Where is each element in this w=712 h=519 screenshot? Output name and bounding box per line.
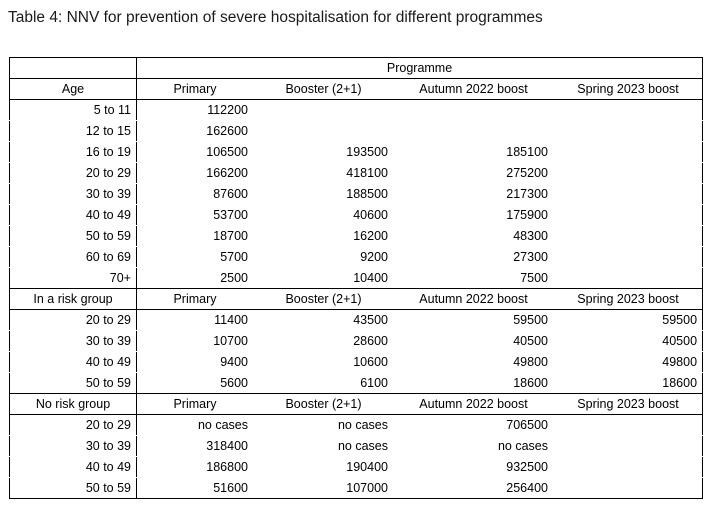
row-label: 20 to 29 — [10, 310, 137, 331]
data-cell: 18600 — [394, 373, 554, 394]
table-row — [10, 121, 703, 142]
column-header: Spring 2023 boost — [554, 394, 703, 415]
data-cell: 18600 — [554, 373, 703, 394]
data-cell: 27300 — [394, 247, 554, 268]
data-cell — [554, 121, 703, 142]
table-row — [10, 58, 703, 79]
table-row — [10, 247, 703, 268]
table-row — [10, 457, 703, 478]
table-row — [10, 478, 703, 499]
data-cell: 40600 — [254, 205, 394, 226]
column-header: Primary — [137, 79, 254, 100]
data-cell: 40500 — [554, 331, 703, 352]
row-label: 40 to 49 — [10, 205, 137, 226]
data-cell — [554, 142, 703, 163]
row-label: 20 to 29 — [10, 163, 137, 184]
data-cell: 40500 — [394, 331, 554, 352]
table-row — [10, 373, 703, 394]
data-cell: 9200 — [254, 247, 394, 268]
row-label: 40 to 49 — [10, 352, 137, 373]
data-cell — [254, 121, 394, 142]
data-cell — [554, 415, 703, 436]
data-cell: 49800 — [554, 352, 703, 373]
data-cell — [554, 205, 703, 226]
table-row — [10, 100, 703, 121]
data-cell: 318400 — [137, 436, 254, 457]
row-group-header: No risk group — [10, 394, 137, 415]
column-header: Booster (2+1) — [254, 289, 394, 310]
data-cell — [554, 457, 703, 478]
data-cell: 175900 — [394, 205, 554, 226]
row-label: 20 to 29 — [10, 415, 137, 436]
table-row — [10, 184, 703, 205]
table-header-row — [10, 79, 703, 100]
data-cell: 53700 — [137, 205, 254, 226]
data-cell: 18700 — [137, 226, 254, 247]
data-cell — [254, 100, 394, 121]
table-row — [10, 310, 703, 331]
data-cell: 186800 — [137, 457, 254, 478]
row-label: 30 to 39 — [10, 184, 137, 205]
table-row — [10, 142, 703, 163]
data-cell: 59500 — [554, 310, 703, 331]
row-group-header: Age — [10, 79, 137, 100]
row-label: 30 to 39 — [10, 436, 137, 457]
row-label: 40 to 49 — [10, 457, 137, 478]
data-cell: 107000 — [254, 478, 394, 499]
column-header: Autumn 2022 boost — [394, 289, 554, 310]
column-header: Autumn 2022 boost — [394, 394, 554, 415]
column-header: Booster (2+1) — [254, 394, 394, 415]
data-cell: 5600 — [137, 373, 254, 394]
data-cell: 6100 — [254, 373, 394, 394]
table-row — [10, 436, 703, 457]
data-cell: 185100 — [394, 142, 554, 163]
data-cell: 10400 — [254, 268, 394, 289]
table-row — [10, 163, 703, 184]
row-label: 50 to 59 — [10, 373, 137, 394]
data-cell: 256400 — [394, 478, 554, 499]
row-label: 50 to 59 — [10, 478, 137, 499]
data-cell: 932500 — [394, 457, 554, 478]
data-cell: 706500 — [394, 415, 554, 436]
data-cell: 28600 — [254, 331, 394, 352]
data-cell — [394, 100, 554, 121]
row-label: 50 to 59 — [10, 226, 137, 247]
data-cell: 275200 — [394, 163, 554, 184]
data-cell: 87600 — [137, 184, 254, 205]
data-cell — [554, 100, 703, 121]
data-cell: 217300 — [394, 184, 554, 205]
data-cell: 112200 — [137, 100, 254, 121]
table-body — [10, 58, 703, 499]
corner-cell — [10, 58, 137, 79]
data-cell: 106500 — [137, 142, 254, 163]
column-header: Booster (2+1) — [254, 79, 394, 100]
data-cell: 59500 — [394, 310, 554, 331]
table-row — [10, 205, 703, 226]
data-cell — [554, 226, 703, 247]
table-header-row — [10, 289, 703, 310]
nnv-table — [9, 57, 703, 499]
data-cell: 7500 — [394, 268, 554, 289]
data-cell: 9400 — [137, 352, 254, 373]
data-cell: no cases — [394, 436, 554, 457]
data-cell: 193500 — [254, 142, 394, 163]
data-cell: 43500 — [254, 310, 394, 331]
data-cell: 2500 — [137, 268, 254, 289]
table-header-row — [10, 394, 703, 415]
column-header: Spring 2023 boost — [554, 289, 703, 310]
data-cell: no cases — [254, 415, 394, 436]
data-cell — [554, 184, 703, 205]
data-cell: 48300 — [394, 226, 554, 247]
data-cell — [554, 247, 703, 268]
row-label: 5 to 11 — [10, 100, 137, 121]
data-cell — [554, 268, 703, 289]
data-cell: 190400 — [254, 457, 394, 478]
data-cell — [554, 478, 703, 499]
data-cell: 188500 — [254, 184, 394, 205]
data-cell — [554, 436, 703, 457]
data-cell: 16200 — [254, 226, 394, 247]
row-label: 30 to 39 — [10, 331, 137, 352]
data-cell: 5700 — [137, 247, 254, 268]
data-cell: 418100 — [254, 163, 394, 184]
data-cell — [554, 163, 703, 184]
table-caption: Table 4: NNV for prevention of severe hospitalisation for different programmes — [8, 9, 543, 26]
data-cell: 49800 — [394, 352, 554, 373]
table-row — [10, 268, 703, 289]
row-label: 12 to 15 — [10, 121, 137, 142]
data-cell: no cases — [137, 415, 254, 436]
column-header: Autumn 2022 boost — [394, 79, 554, 100]
table-row — [10, 415, 703, 436]
table-row — [10, 352, 703, 373]
table-row — [10, 226, 703, 247]
data-cell: 11400 — [137, 310, 254, 331]
data-cell: no cases — [254, 436, 394, 457]
table-row — [10, 331, 703, 352]
data-cell: 51600 — [137, 478, 254, 499]
column-header: Primary — [137, 289, 254, 310]
data-cell: 10700 — [137, 331, 254, 352]
column-header: Primary — [137, 394, 254, 415]
data-cell — [394, 121, 554, 142]
data-cell: 162600 — [137, 121, 254, 142]
row-label: 70+ — [10, 268, 137, 289]
column-header: Spring 2023 boost — [554, 79, 703, 100]
data-cell: 10600 — [254, 352, 394, 373]
data-cell: 166200 — [137, 163, 254, 184]
row-group-header: In a risk group — [10, 289, 137, 310]
row-label: 60 to 69 — [10, 247, 137, 268]
group-header-programme: Programme — [137, 58, 703, 79]
row-label: 16 to 19 — [10, 142, 137, 163]
